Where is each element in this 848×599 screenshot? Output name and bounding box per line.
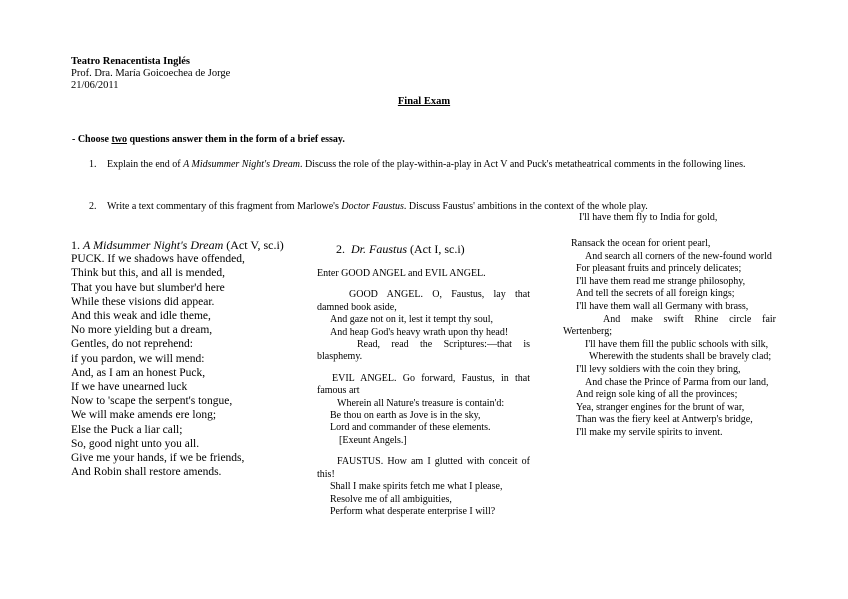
evil-angel-speech: EVIL ANGEL. Go forward, Faustus, in that famous art [317,372,530,397]
faustus-continuation-column [563,238,776,440]
instruction-underlined: two [111,134,128,145]
verse-line: If we have unearned luck [71,381,188,394]
verse-line: if you pardon, we will mend: [71,352,205,365]
faustus-column [317,242,530,518]
question-text-post: . Discuss Faustus' ambitions in the context of the whole play. [403,201,648,212]
verse-line: Yea, stranger engines for the brunt of war, [576,401,745,413]
verse-line: I'll have them read me strange philosophy, [576,275,746,287]
exam-date: 21/06/2011 [71,80,119,91]
verse-line: I'll have them wall all Germany with brass, [576,300,749,312]
verse-line: I'll have them fill the public schools with silk, [585,338,769,350]
verse-line: Give me your hands, if we be friends, [71,452,245,465]
verse-line: Wherein all Nature's treasure is contain'd: [337,397,505,409]
verse-line: And tell the secrets of all foreign kings; [576,288,735,300]
verse-line: Resolve me of all ambiguities, [330,493,452,505]
verse-line: And gaze not on it, lest it tempt thy soul, [330,314,494,326]
verse-line: For pleasant fruits and princely delicates; [576,263,742,275]
verse-line: And heap God's heavy wrath upon thy head! [330,326,509,338]
section-number: 2. [336,242,345,256]
question-text-italic: Doctor Faustus [341,201,404,212]
verse-line: And make swift Rhine circle fair Wertenberg; [563,313,776,338]
verse-line: Lord and commander of these elements. [330,422,491,434]
professor-name: Prof. Dra. María Goicoechea de Jorge [71,68,231,79]
verse-line: We will make amends ere long; [71,409,217,422]
section-reference: (Act V, sc.i) [226,238,284,252]
verse-line: Perform what desperate enterprise I will? [330,505,496,517]
verse-line: And chase the Prince of Parma from our land, [585,376,769,388]
verse-line: No more yielding but a dream, [71,324,213,337]
verse-line: Gentles, do not reprehend: [71,338,193,351]
question-text-italic: A Midsummer Night's Dream [183,159,300,170]
section-reference: (Act I, sc.i) [410,242,465,256]
instruction-prefix: - Choose [72,134,112,145]
question-1 [89,158,776,188]
instruction-suffix: questions answer them in the form of a brief essay. [127,134,345,145]
verse-line: And, as I am an honest Puck, [71,366,206,379]
question-text-pre: Write a text commentary of this fragment from Marlowe's [107,201,342,212]
verse-line: So, good night unto you all. [71,437,200,450]
verse-line: Wherewith the students shall be bravely clad; [589,351,772,363]
section-heading [336,242,530,256]
verse-line: Be thou on earth as Jove is in the sky, [330,410,481,422]
verse-line: And this weak and idle theme, [71,310,211,323]
question-number: 1. [89,159,97,170]
verse-line: I'll make my servile spirits to invent. [576,426,723,438]
stage-direction: [Exeunt Angels.] [339,434,407,446]
section-heading [71,238,286,252]
verse-line: And Robin shall restore amends. [71,466,222,479]
course-name: Teatro Renacentista Inglés [71,56,190,67]
question-text-post: . Discuss the role of the play-within-a-play in Act V and Puck's metatheatrical comments in the following lines. [299,159,746,170]
midsummer-column [71,238,286,479]
faustus-speech: FAUSTUS. How am I glutted with conceit of this! [317,456,530,480]
section-title: A Midsummer Night's Dream [83,238,224,252]
section-title: Dr. Faustus [351,242,408,256]
verse-line: Think but this, and all is mended, [71,267,225,280]
verse-line: Else the Puck a liar call; [71,423,183,436]
instructions [72,134,345,145]
stage-direction: Enter GOOD ANGEL and EVIL ANGEL. [317,268,486,279]
verse-line: While these visions did appear. [71,295,215,308]
verse-line: Read, read the Scriptures:—that is blasphemy. [317,339,530,363]
question-text [107,158,776,171]
verse-line: Ransack the ocean for orient pearl, [571,238,711,249]
verse-line: That you have but slumber'd here [71,281,225,294]
verse-line: And search all corners of the new-found world [585,250,772,262]
verse-lines [71,252,286,479]
verse-line: PUCK. If we shadows have offended, [71,253,245,266]
verse-line: Than was the fiery keel at Antwerp's bridge, [576,414,753,426]
verse-line: And reign sole king of all the provinces; [576,389,738,401]
page-title: Final Exam [397,96,451,107]
verse-line: Shall I make spirits fetch me what I please, [330,481,503,493]
question-number: 2. [89,201,97,212]
faustus-continuation-line: I'll have them fly to India for gold, [579,212,718,223]
verse-line: Now to 'scape the serpent's tongue, [71,395,233,408]
question-text-pre: Explain the end of [107,159,184,170]
section-number: 1. [71,238,80,252]
verse-line: I'll levy soldiers with the coin they bring, [576,363,741,375]
good-angel-speech: GOOD ANGEL. O, Faustus, lay that damned book aside, [317,289,530,313]
